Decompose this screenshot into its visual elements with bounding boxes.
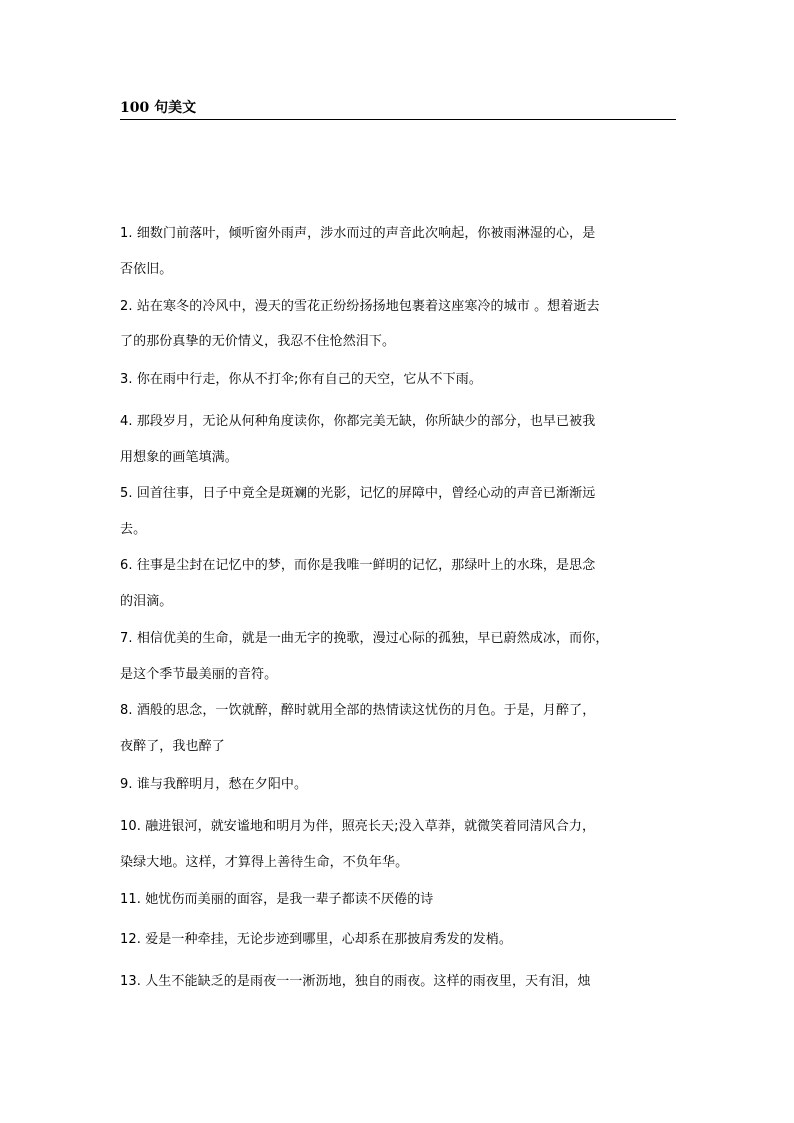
page-header [120, 99, 676, 120]
text-line: 5. 回首往事，日子中竟全是斑斓的光影，记忆的屏障中，曾经心动的声音已渐渐远 [120, 486, 596, 501]
text-line: 的泪滴。 [120, 594, 173, 609]
text-line: 6. 往事是尘封在记忆中的梦，而你是我唯一鲜明的记忆，那绿叶上的水珠，是思念 [120, 558, 596, 573]
text-line: 去。 [120, 522, 147, 537]
text-line: 9. 谁与我醉明月，愁在夕阳中。 [120, 777, 308, 792]
document-title: 100 句美文 [120, 100, 197, 116]
text-line: 染绿大地。这样，才算得上善待生命，不负年华。 [120, 855, 409, 870]
text-line: 13. 人生不能缺乏的是雨夜一一淅沥地，独自的雨夜。这样的雨夜里，天有泪，烛 [120, 974, 591, 989]
text-line: 8. 酒般的思念，一饮就醉，醉时就用全部的热情读这忧伤的月色。于是，月醉了， [120, 703, 596, 718]
text-line: 否依旧。 [120, 262, 173, 277]
text-line: 2. 站在寒冬的冷风中，漫天的雪花正纷纷扬扬地包裹着这座寒冷的城市 。想着逝去 [120, 299, 600, 314]
text-line: 11. 她忧伤而美丽的面容，是我一辈子都读不厌倦的诗 [120, 892, 434, 907]
text-line: 7. 相信优美的生命，就是一曲无字的挽歌，漫过心际的孤独，早已蔚然成冰，而你， [120, 631, 609, 646]
text-line: 3. 你在雨中行走，你从不打伞;你有自己的天空，它从不下雨。 [120, 372, 482, 387]
text-line: 了的那份真挚的无价情义，我忍不住怆然泪下。 [120, 334, 396, 349]
text-line: 12. 爱是一种牵挂，无论步迹到哪里，心却系在那披肩秀发的发梢。 [120, 932, 513, 947]
text-line: 1. 细数门前落叶，倾听窗外雨声，涉水而过的声音此次响起，你被雨淋湿的心，是 [120, 226, 596, 241]
text-line: 10. 融进银河，就安谧地和明月为伴，照亮长天;没入草莽，就微笑着同清风合力， [120, 819, 596, 834]
text-line: 夜醉了，我也醉了 [120, 739, 225, 754]
text-line: 是这个季节最美丽的音符。 [120, 667, 278, 682]
text-line: 4. 那段岁月，无论从何种角度读你，你都完美无缺，你所缺少的部分，也早已被我 [120, 414, 596, 429]
text-line: 用想象的画笔填满。 [120, 450, 238, 465]
